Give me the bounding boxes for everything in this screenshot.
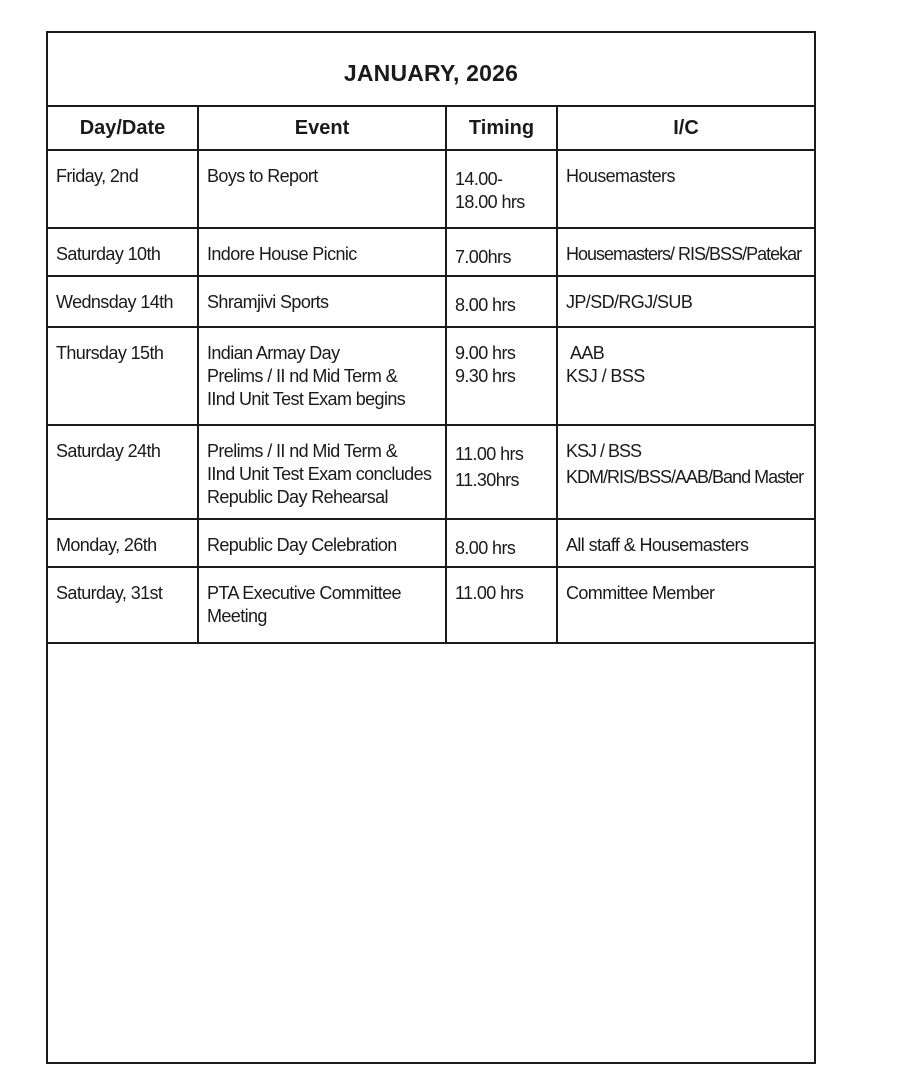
table-row [48, 327, 814, 425]
timing-cell: 11.00 hrs 11.30hrs [446, 425, 557, 519]
ic-cell: AAB KSJ / BSS [557, 327, 814, 425]
timing-cell: 8.00 hrs [446, 519, 557, 567]
event-cell: Indore House Picnic [198, 228, 446, 276]
ic-cell: KSJ / BSS KDM/RIS/BSS/AAB/Band Master [557, 425, 814, 519]
ic-cell: Housemasters [557, 150, 814, 228]
timing-cell: 7.00hrs [446, 228, 557, 276]
day-cell: Wednsday 14th [48, 276, 198, 327]
timing-cell: 14.00- 18.00 hrs [446, 150, 557, 228]
day-cell: Saturday 24th [48, 425, 198, 519]
ic-cell: All staff & Housemasters [557, 519, 814, 567]
day-cell: Saturday, 31st [48, 567, 198, 643]
table-row [48, 150, 814, 228]
header-day-date: Day/Date [48, 107, 198, 150]
table-row [48, 519, 814, 567]
table-row [48, 425, 814, 519]
schedule-sheet [46, 31, 816, 1064]
ic-cell: Housemasters/ RIS/BSS/Patekar [557, 228, 814, 276]
day-cell: Friday, 2nd [48, 150, 198, 228]
ic-cell: Committee Member [557, 567, 814, 643]
event-cell: PTA Executive Committee Meeting [198, 567, 446, 643]
day-cell: Saturday 10th [48, 228, 198, 276]
day-cell: Thursday 15th [48, 327, 198, 425]
table-row [48, 276, 814, 327]
event-cell: Boys to Report [198, 150, 446, 228]
event-cell: Indian Armay Day Prelims / II nd Mid Term & IInd Unit Test Exam begins [198, 327, 446, 425]
ic-cell: JP/SD/RGJ/SUB [557, 276, 814, 327]
table-row [48, 228, 814, 276]
header-timing: Timing [446, 107, 557, 150]
page-title: JANUARY, 2026 [48, 33, 814, 107]
timing-cell: 11.00 hrs [446, 567, 557, 643]
event-cell: Prelims / II nd Mid Term & IInd Unit Test Exam concludes Republic Day Rehearsal [198, 425, 446, 519]
event-cell: Republic Day Celebration [198, 519, 446, 567]
timing-cell: 9.00 hrs 9.30 hrs [446, 327, 557, 425]
event-cell: Shramjivi Sports [198, 276, 446, 327]
schedule-table [48, 107, 814, 644]
header-ic: I/C [557, 107, 814, 150]
table-row [48, 567, 814, 643]
day-cell: Monday, 26th [48, 519, 198, 567]
timing-cell: 8.00 hrs [446, 276, 557, 327]
header-event: Event [198, 107, 446, 150]
header-row [48, 107, 814, 150]
